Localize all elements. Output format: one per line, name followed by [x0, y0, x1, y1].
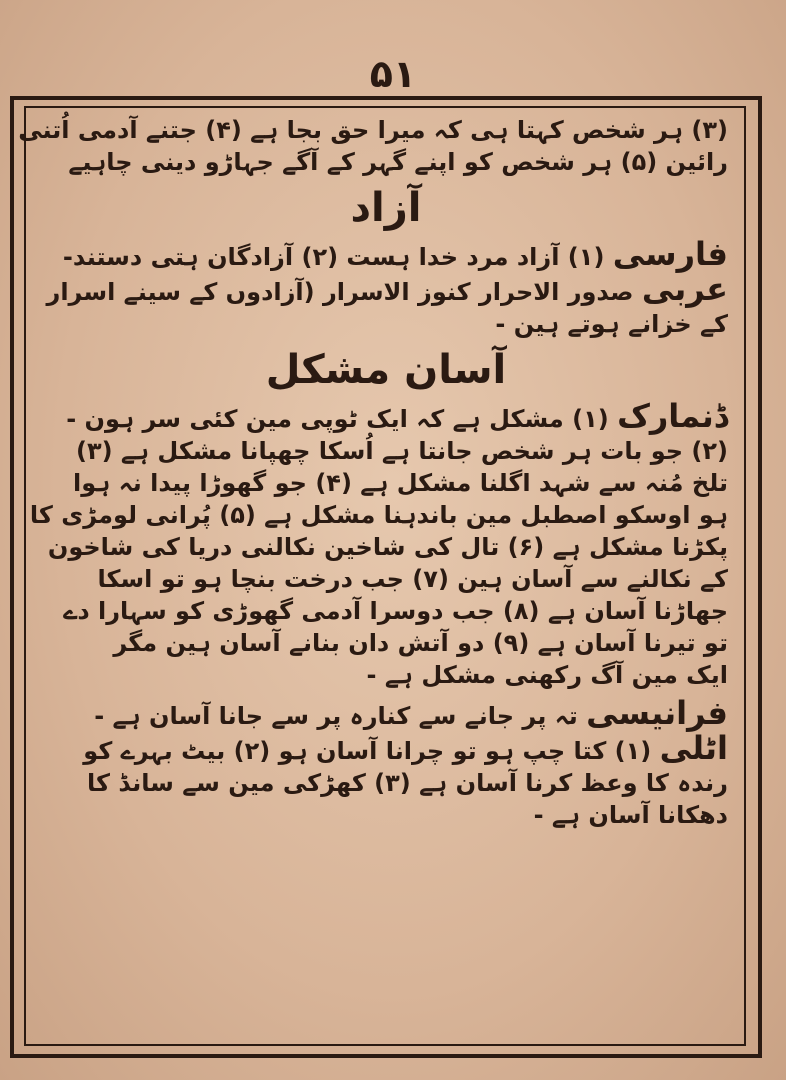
text-line: (۲) جو بات ہر شخص جانتا ہے اُسکا چھپانا مشکل ہے (۳)	[75, 437, 728, 465]
language-label-italian: اٹلی	[659, 729, 728, 767]
text-line: رندہ کا وعظ کرنا آسان ہے (۳) کھڑکی مین سے سانڈ کا	[87, 769, 728, 797]
page-body	[18, 114, 728, 1034]
language-label-farsi: فارسی	[612, 235, 728, 273]
farsi-text: (۱) آزاد مرد خدا ہست (۲) آزادگان ہتی دستند-	[62, 243, 605, 271]
arabi-entry	[44, 270, 728, 308]
arabi-text: صدور الاحرار کنوز الاسرار (آزادوں کے سینے اسرار	[46, 278, 634, 306]
text-line: رائین (۵) ہر شخص کو اپنے گہر کے آگے جہاڑو دینی چاہیے	[68, 148, 728, 176]
italian-text: (۱) کتا چپ ہو تو چرانا آسان ہو (۲) بیٹ بہرے کو	[83, 737, 652, 765]
farsi-entry	[44, 235, 728, 273]
text-line: جھاڑنا آسان ہے (۸) جب دوسرا آدمی گھوڑی کو سہارا دے	[63, 597, 728, 625]
text-line: ایک مین آگ رکھنی مشکل ہے -	[366, 661, 728, 689]
language-label-arabi: عربی	[641, 270, 728, 308]
text-line: تلخ مُنہ سے شہد اگلنا مشکل ہے (۴) جو گھوڑا پیدا نہ ہوا	[73, 469, 728, 497]
language-label-french: فرانیسی	[586, 694, 728, 732]
section-heading-asan-mushkil: آسان مشکل	[265, 347, 507, 393]
text-line: تو تیرنا آسان ہے (۹) دو آتش دان بنانے آسان ہین مگر	[113, 629, 728, 657]
section-heading-azad: آزاد	[350, 185, 422, 231]
text-line: دھکانا آسان ہے -	[533, 801, 728, 829]
text-line: کے نکالنے سے آسان ہین (۷) جب درخت بنچا ہو تو اسکا	[97, 565, 728, 593]
denmark-text: (۱) مشکل ہے کہ ایک ٹوپی مین کئی سر ہون -	[66, 405, 609, 433]
italian-entry	[44, 729, 728, 767]
language-label-denmark: ڈنمارک	[617, 397, 728, 435]
french-text: تہ پر جانے سے کنارہ پر سے جانا آسان ہے -	[94, 702, 578, 730]
text-line: کے خزانے ہوتے ہین -	[495, 310, 728, 338]
french-entry	[44, 694, 728, 732]
text-line: ہو اوسکو اصطبل مین باندہنا مشکل ہے (۵) پُرانی لومڑی کا	[29, 501, 728, 529]
text-line: پکڑنا مشکل ہے (۶) تال کی شاخین نکالنی دریا کی شاخون	[47, 533, 728, 561]
denmark-entry	[44, 397, 728, 435]
text-line: (۳) ہر شخص کہتا ہی کہ میرا حق بجا ہے (۴) جتنے آدمی اُتنی	[18, 116, 728, 144]
page-number: ۵۱	[369, 52, 417, 96]
